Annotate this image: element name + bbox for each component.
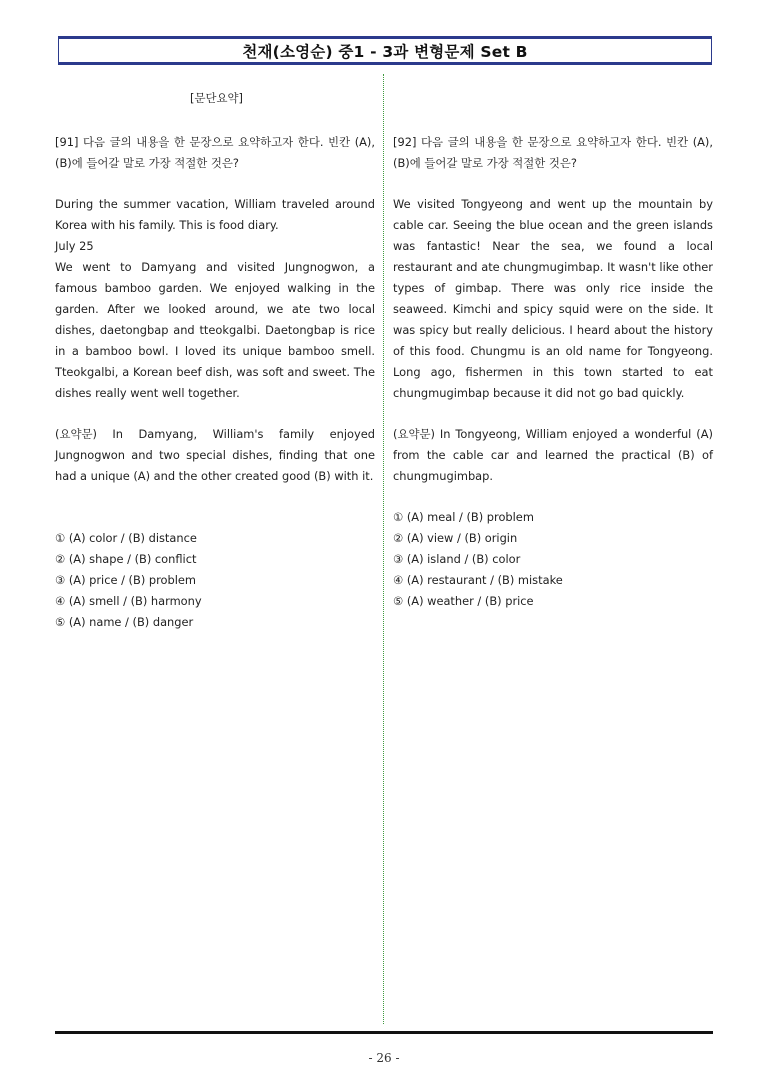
question-92-option-1[interactable]: ① (A) meal / (B) problem xyxy=(393,510,534,524)
question-91-date: July 25 xyxy=(55,239,94,253)
question-91-summary: (요약문) In Damyang, William's family enjoyed Jungnogwon and two special dishes, finding that one had a unique (A) and the other created good (B) with it. xyxy=(55,427,375,483)
question-91-option-5[interactable]: ⑤ (A) name / (B) danger xyxy=(55,615,194,629)
page-number: - 26 - xyxy=(368,1051,400,1065)
question-92-summary: (요약문) In Tongyeong, William enjoyed a wonderful (A) from the cable car and learned the practical (B) of chungmugimbap. xyxy=(393,427,713,483)
question-92-option-5[interactable]: ⑤ (A) weather / (B) price xyxy=(393,594,534,608)
column-divider xyxy=(383,74,384,1024)
question-91-prompt: [91] 다음 글의 내용을 한 문장으로 요약하고자 한다. 빈칸 (A), (B)에 들어갈 말로 가장 적절한 것은? xyxy=(55,135,375,170)
section-label: [문단요약] xyxy=(190,91,243,105)
question-92-option-4[interactable]: ④ (A) restaurant / (B) mistake xyxy=(393,573,563,587)
question-92-option-3[interactable]: ③ (A) island / (B) color xyxy=(393,552,521,566)
question-91-options xyxy=(55,528,375,633)
question-91-passage-intro: During the summer vacation, William traveled around Korea with his family. This is food diary. xyxy=(55,197,375,232)
question-91-option-1[interactable]: ① (A) color / (B) distance xyxy=(55,531,197,545)
question-92-passage: We visited Tongyeong and went up the mountain by cable car. Seeing the blue ocean and the green islands was fantastic! Near the sea, we found a local restaurant and ate chungmugimbap. It wasn't like other types of gimbap. There was only rice inside the seaweed. Kimchi and spicy squid were on the side. It was spicy but really delicious. I heard about the history of this food. Chungmu is an old name for Tongyeong. Long ago, fishermen in this town started to eat chungmugimbap because it did not go bad quickly. xyxy=(393,197,713,400)
question-91-passage-body: We went to Damyang and visited Jungnogwon, a famous bamboo garden. We enjoyed walking in the garden. After we looked around, we ate two local dishes, daetongbap and tteokgalbi. Daetongbap is rice in a bamboo bowl. I loved its unique bamboo smell. Tteokgalbi, a Korean beef dish, was soft and sweet. The dishes really went well together. xyxy=(55,260,375,400)
question-91-option-4[interactable]: ④ (A) smell / (B) harmony xyxy=(55,594,202,608)
page-title: 천재(소영순) 중1 - 3과 변형문제 Set B xyxy=(242,42,528,61)
question-91-option-2[interactable]: ② (A) shape / (B) conflict xyxy=(55,552,197,566)
question-92-options xyxy=(393,507,713,612)
document-header xyxy=(58,36,712,65)
footer-rule xyxy=(55,1031,713,1034)
question-92-prompt: [92] 다음 글의 내용을 한 문장으로 요약하고자 한다. 빈칸 (A), (B)에 들어갈 말로 가장 적절한 것은? xyxy=(393,135,713,170)
question-91-option-3[interactable]: ③ (A) price / (B) problem xyxy=(55,573,197,587)
question-92-option-2[interactable]: ② (A) view / (B) origin xyxy=(393,531,518,545)
